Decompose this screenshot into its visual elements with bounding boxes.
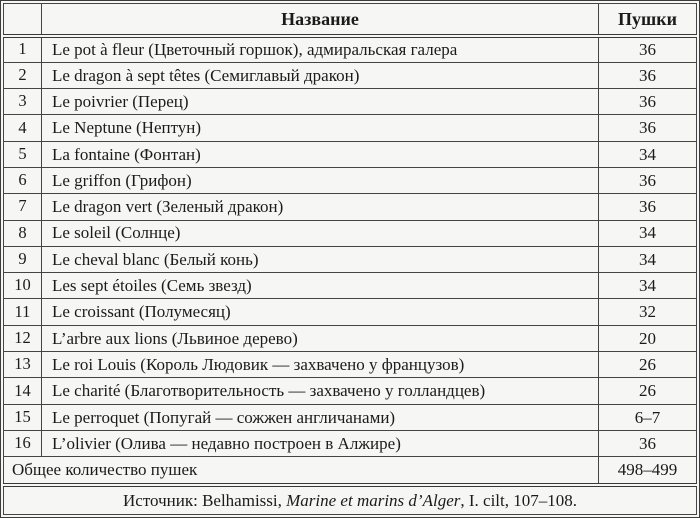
table-row	[4, 352, 697, 378]
source-suffix: , I. cilt, 107–108.	[460, 490, 577, 510]
row-number: 16	[4, 430, 42, 456]
row-number: 14	[4, 378, 42, 404]
source-row	[4, 485, 697, 514]
guns-count: 34	[599, 246, 697, 272]
row-number: 13	[4, 352, 42, 378]
guns-count: 36	[599, 89, 697, 115]
header-name: Название	[42, 4, 599, 37]
row-number: 5	[4, 141, 42, 167]
ship-name: Le griffon (Грифон)	[42, 167, 599, 193]
total-guns-count: 498–499	[599, 457, 697, 485]
table-row	[4, 167, 697, 193]
guns-count: 34	[599, 220, 697, 246]
table-row	[4, 220, 697, 246]
table-body	[4, 36, 697, 515]
ship-name: Le charité (Благотворительность — захвачено у голландцев)	[42, 378, 599, 404]
ship-name: Le pot à fleur (Цветочный горшок), адмиральская галера	[42, 36, 599, 62]
table-row	[4, 62, 697, 88]
table-row	[4, 141, 697, 167]
ship-name: Le soleil (Солнце)	[42, 220, 599, 246]
guns-count: 36	[599, 430, 697, 456]
ship-name: Le roi Louis (Король Людовик — захвачено у французов)	[42, 352, 599, 378]
guns-count: 34	[599, 141, 697, 167]
ship-name: Les sept étoiles (Семь звезд)	[42, 273, 599, 299]
ship-name: L’arbre aux lions (Львиное дерево)	[42, 325, 599, 351]
ship-name: L’olivier (Олива — недавно построен в Алжире)	[42, 430, 599, 456]
guns-count: 36	[599, 62, 697, 88]
header-number	[4, 4, 42, 37]
table-row	[4, 299, 697, 325]
guns-count: 36	[599, 36, 697, 62]
guns-count: 6–7	[599, 404, 697, 430]
guns-count: 36	[599, 167, 697, 193]
guns-count: 36	[599, 115, 697, 141]
table-row	[4, 273, 697, 299]
row-number: 9	[4, 246, 42, 272]
table-row	[4, 194, 697, 220]
source-note	[4, 485, 697, 514]
guns-count: 36	[599, 194, 697, 220]
guns-count: 26	[599, 378, 697, 404]
row-number: 2	[4, 62, 42, 88]
ship-name: Le croissant (Полумесяц)	[42, 299, 599, 325]
row-number: 12	[4, 325, 42, 351]
ship-name: Le Neptune (Нептун)	[42, 115, 599, 141]
row-number: 6	[4, 167, 42, 193]
galley-guns-table	[3, 3, 697, 515]
ship-name: La fontaine (Фонтан)	[42, 141, 599, 167]
guns-count: 20	[599, 325, 697, 351]
table-row	[4, 115, 697, 141]
ship-name: Le perroquet (Попугай — сожжен англичанами)	[42, 404, 599, 430]
guns-count: 34	[599, 273, 697, 299]
row-number: 8	[4, 220, 42, 246]
ship-name: Le dragon vert (Зеленый дракон)	[42, 194, 599, 220]
table-row	[4, 325, 697, 351]
ship-name: Le dragon à sept têtes (Семиглавый дракон)	[42, 62, 599, 88]
table-row	[4, 36, 697, 62]
source-prefix: Источник: Belhamissi,	[123, 490, 287, 510]
header-row	[4, 4, 697, 37]
source-title: Marine et marins d’Alger	[286, 490, 461, 510]
guns-count: 32	[599, 299, 697, 325]
table-row	[4, 404, 697, 430]
table-row	[4, 430, 697, 456]
header-guns: Пушки	[599, 4, 697, 37]
table-row	[4, 246, 697, 272]
ship-name: Le poivrier (Перец)	[42, 89, 599, 115]
table-row	[4, 89, 697, 115]
row-number: 15	[4, 404, 42, 430]
total-label: Общее количество пушек	[4, 457, 599, 485]
row-number: 3	[4, 89, 42, 115]
row-number: 10	[4, 273, 42, 299]
table-row	[4, 378, 697, 404]
total-row	[4, 457, 697, 485]
guns-count: 26	[599, 352, 697, 378]
row-number: 7	[4, 194, 42, 220]
table-header	[4, 4, 697, 37]
ship-name: Le cheval blanc (Белый конь)	[42, 246, 599, 272]
row-number: 4	[4, 115, 42, 141]
row-number: 11	[4, 299, 42, 325]
row-number: 1	[4, 36, 42, 62]
